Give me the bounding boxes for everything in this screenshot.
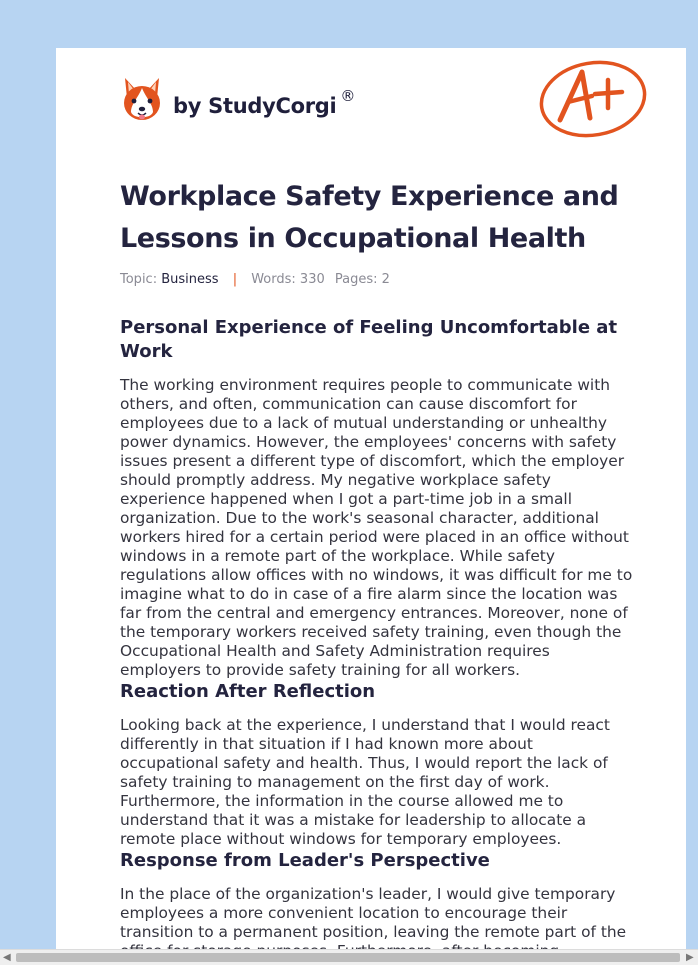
section-heading: Personal Experience of Feeling Uncomfortable at Work: [120, 317, 618, 362]
scroll-right-icon[interactable]: ▶: [686, 952, 694, 963]
topic-link[interactable]: Business: [161, 272, 219, 287]
scroll-left-icon[interactable]: ◀: [3, 952, 11, 963]
studycorgi-logo[interactable]: [121, 76, 355, 122]
section-paragraph: Looking back at the experience, I understand that I would react differently in that situation if I had known more about occupational safety and health. Thus, I would report the lack of safety training to management on the first day of work. Furthermore, the information in the course allowed me to understand that it was a mistake for leadership to allocate a remote place without windows for temporary employees.: [120, 716, 610, 848]
meta-separator: |: [232, 272, 238, 287]
section-paragraph: The working environment requires people to communicate with others, and often, communication can cause discomfort for employees due to a lack of mutual understanding or unhealthy power dynamics. However, the employees' concerns with safety issues present a different type of discomfort, which the employer should promptly address. My negative workplace safety experience happened when I got a part-time job in a small organization. Due to the work's seasonal character, additional workers hired for a certain period were placed in an office without windows in a remote part of the workplace. While safety regulations allow offices with no windows, it was difficult for me to imagine what to do in case of a fire alarm since the location was far from the central and emergency entrances. Moreover, none of the temporary workers received safety training, even though the Occupational Health and Safety Administration requires employers to provide safety training for all workers.: [120, 376, 633, 679]
article: [120, 176, 634, 961]
page-title: Workplace Safety Experience and Lessons in Occupational Health: [120, 181, 619, 254]
page-count: Pages: 2: [334, 272, 390, 287]
word-count: Words: 330: [251, 272, 325, 287]
registered-mark: ®: [340, 87, 356, 105]
scrollbar-thumb[interactable]: [16, 953, 680, 962]
section-heading: Reaction After Reflection: [120, 681, 376, 702]
section-heading: Response from Leader's Perspective: [120, 850, 490, 871]
grade-badge-icon: [538, 58, 648, 140]
article-meta: [120, 270, 634, 290]
section-paragraph: In the place of the organization's leader, I would give temporary employees a more convenient location to encourage their transition to a permanent position, leaving the remote part of the: [120, 885, 627, 941]
horizontal-scrollbar[interactable]: [0, 949, 698, 965]
corgi-logo-icon: [121, 76, 163, 122]
topic-label: Topic:: [120, 272, 158, 287]
document-page: [56, 48, 686, 950]
brand-name: by StudyCorgi: [173, 94, 337, 118]
